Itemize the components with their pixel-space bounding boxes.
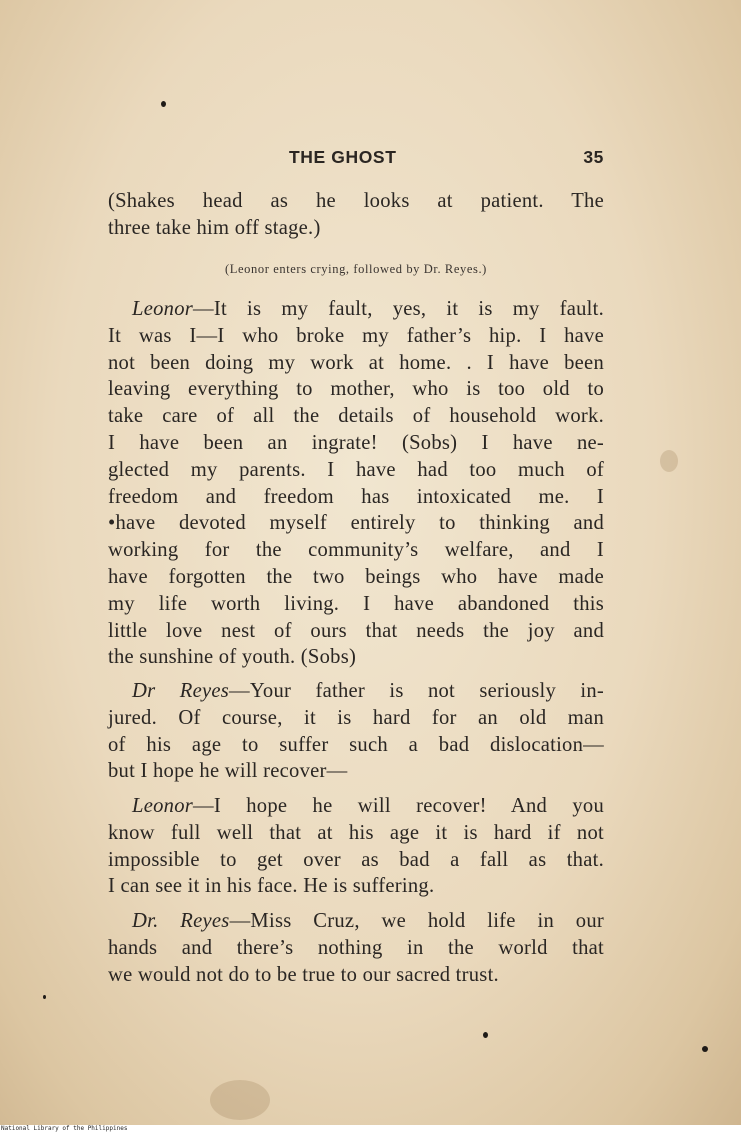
entrance-stage-direction: (Leonor enters crying, followed by Dr. Reyes.) <box>225 262 487 276</box>
ink-speck <box>43 995 46 999</box>
speech-first-line <box>108 296 604 323</box>
running-title: THE GHOST <box>289 147 397 167</box>
text-line: •have devoted myself entirely to thinking and <box>108 512 604 535</box>
speech-leonor-1 <box>108 296 604 671</box>
speech-text: —It is my fault, yes, it is my fault. <box>193 298 604 320</box>
speech-text: —I hope he will recover! And you <box>193 795 604 817</box>
ink-speck <box>161 101 166 107</box>
ink-speck <box>702 1046 708 1052</box>
text-line: hands and there’s nothing in the world that <box>108 936 604 959</box>
paper-stain <box>210 1080 270 1120</box>
text-line: the sunshine of youth. (Sobs) <box>108 646 357 669</box>
text-line: I can see it in his face. He is suffering. <box>108 875 435 898</box>
text-line: (Shakes head as he looks at patient. The <box>108 190 604 212</box>
text-line: I have been an ingrate! (Sobs) I have ne- <box>108 431 604 454</box>
page-number: 35 <box>583 147 604 167</box>
text-line: glected my parents. I have had too much of <box>108 458 604 481</box>
text-line: of his age to suffer such a bad dislocation— <box>108 733 604 756</box>
text-line: impossible to get over as bad a fall as that. <box>108 848 604 871</box>
text-line: working for the community’s welfare, and I <box>108 539 604 562</box>
text-line: not been doing my work at home. . I have been <box>108 351 604 374</box>
speech-first-line <box>108 908 604 935</box>
text-line: we would not do to be true to our sacred trust. <box>108 963 499 986</box>
text-line: take care of all the details of household work. <box>108 405 604 428</box>
text-line: freedom and freedom has intoxicated me. I <box>108 485 604 508</box>
text-line: know full well that at his age it is hard if not <box>108 821 604 844</box>
text-line: but I hope he will recover— <box>108 760 348 783</box>
text-line: three take him off stage.) <box>108 216 321 239</box>
speech-first-line <box>108 678 604 705</box>
speaker-name: Leonor <box>132 298 193 320</box>
text-line: my life worth living. I have abandoned this <box>108 592 604 615</box>
speech-leonor-2 <box>108 793 604 900</box>
text-line: jured. Of course, it is hard for an old man <box>108 706 604 729</box>
library-credit: National Library of the Philippines <box>1 1125 128 1132</box>
speech-dr-reyes-1 <box>108 678 604 785</box>
running-head <box>108 145 604 171</box>
speaker-name: Leonor <box>132 795 193 817</box>
speech-text: —Your father is not seriously in- <box>229 680 604 702</box>
text-line: have forgotten the two beings who have made <box>108 565 604 588</box>
paper-stain <box>660 450 678 472</box>
ink-speck <box>483 1032 488 1038</box>
speech-dr-reyes-2 <box>108 908 604 988</box>
text-line: It was I—I who broke my father’s hip. I have <box>108 324 604 347</box>
speaker-name: Dr Reyes <box>132 680 230 702</box>
text-line: leaving everything to mother, who is too old to <box>108 378 604 401</box>
text-line: little love nest of ours that needs the joy and <box>108 619 604 642</box>
speech-first-line <box>108 793 604 820</box>
speech-text: —Miss Cruz, we hold life in our <box>229 910 605 932</box>
speaker-name: Dr. Reyes <box>132 910 230 932</box>
opening-stage-direction <box>108 188 604 242</box>
